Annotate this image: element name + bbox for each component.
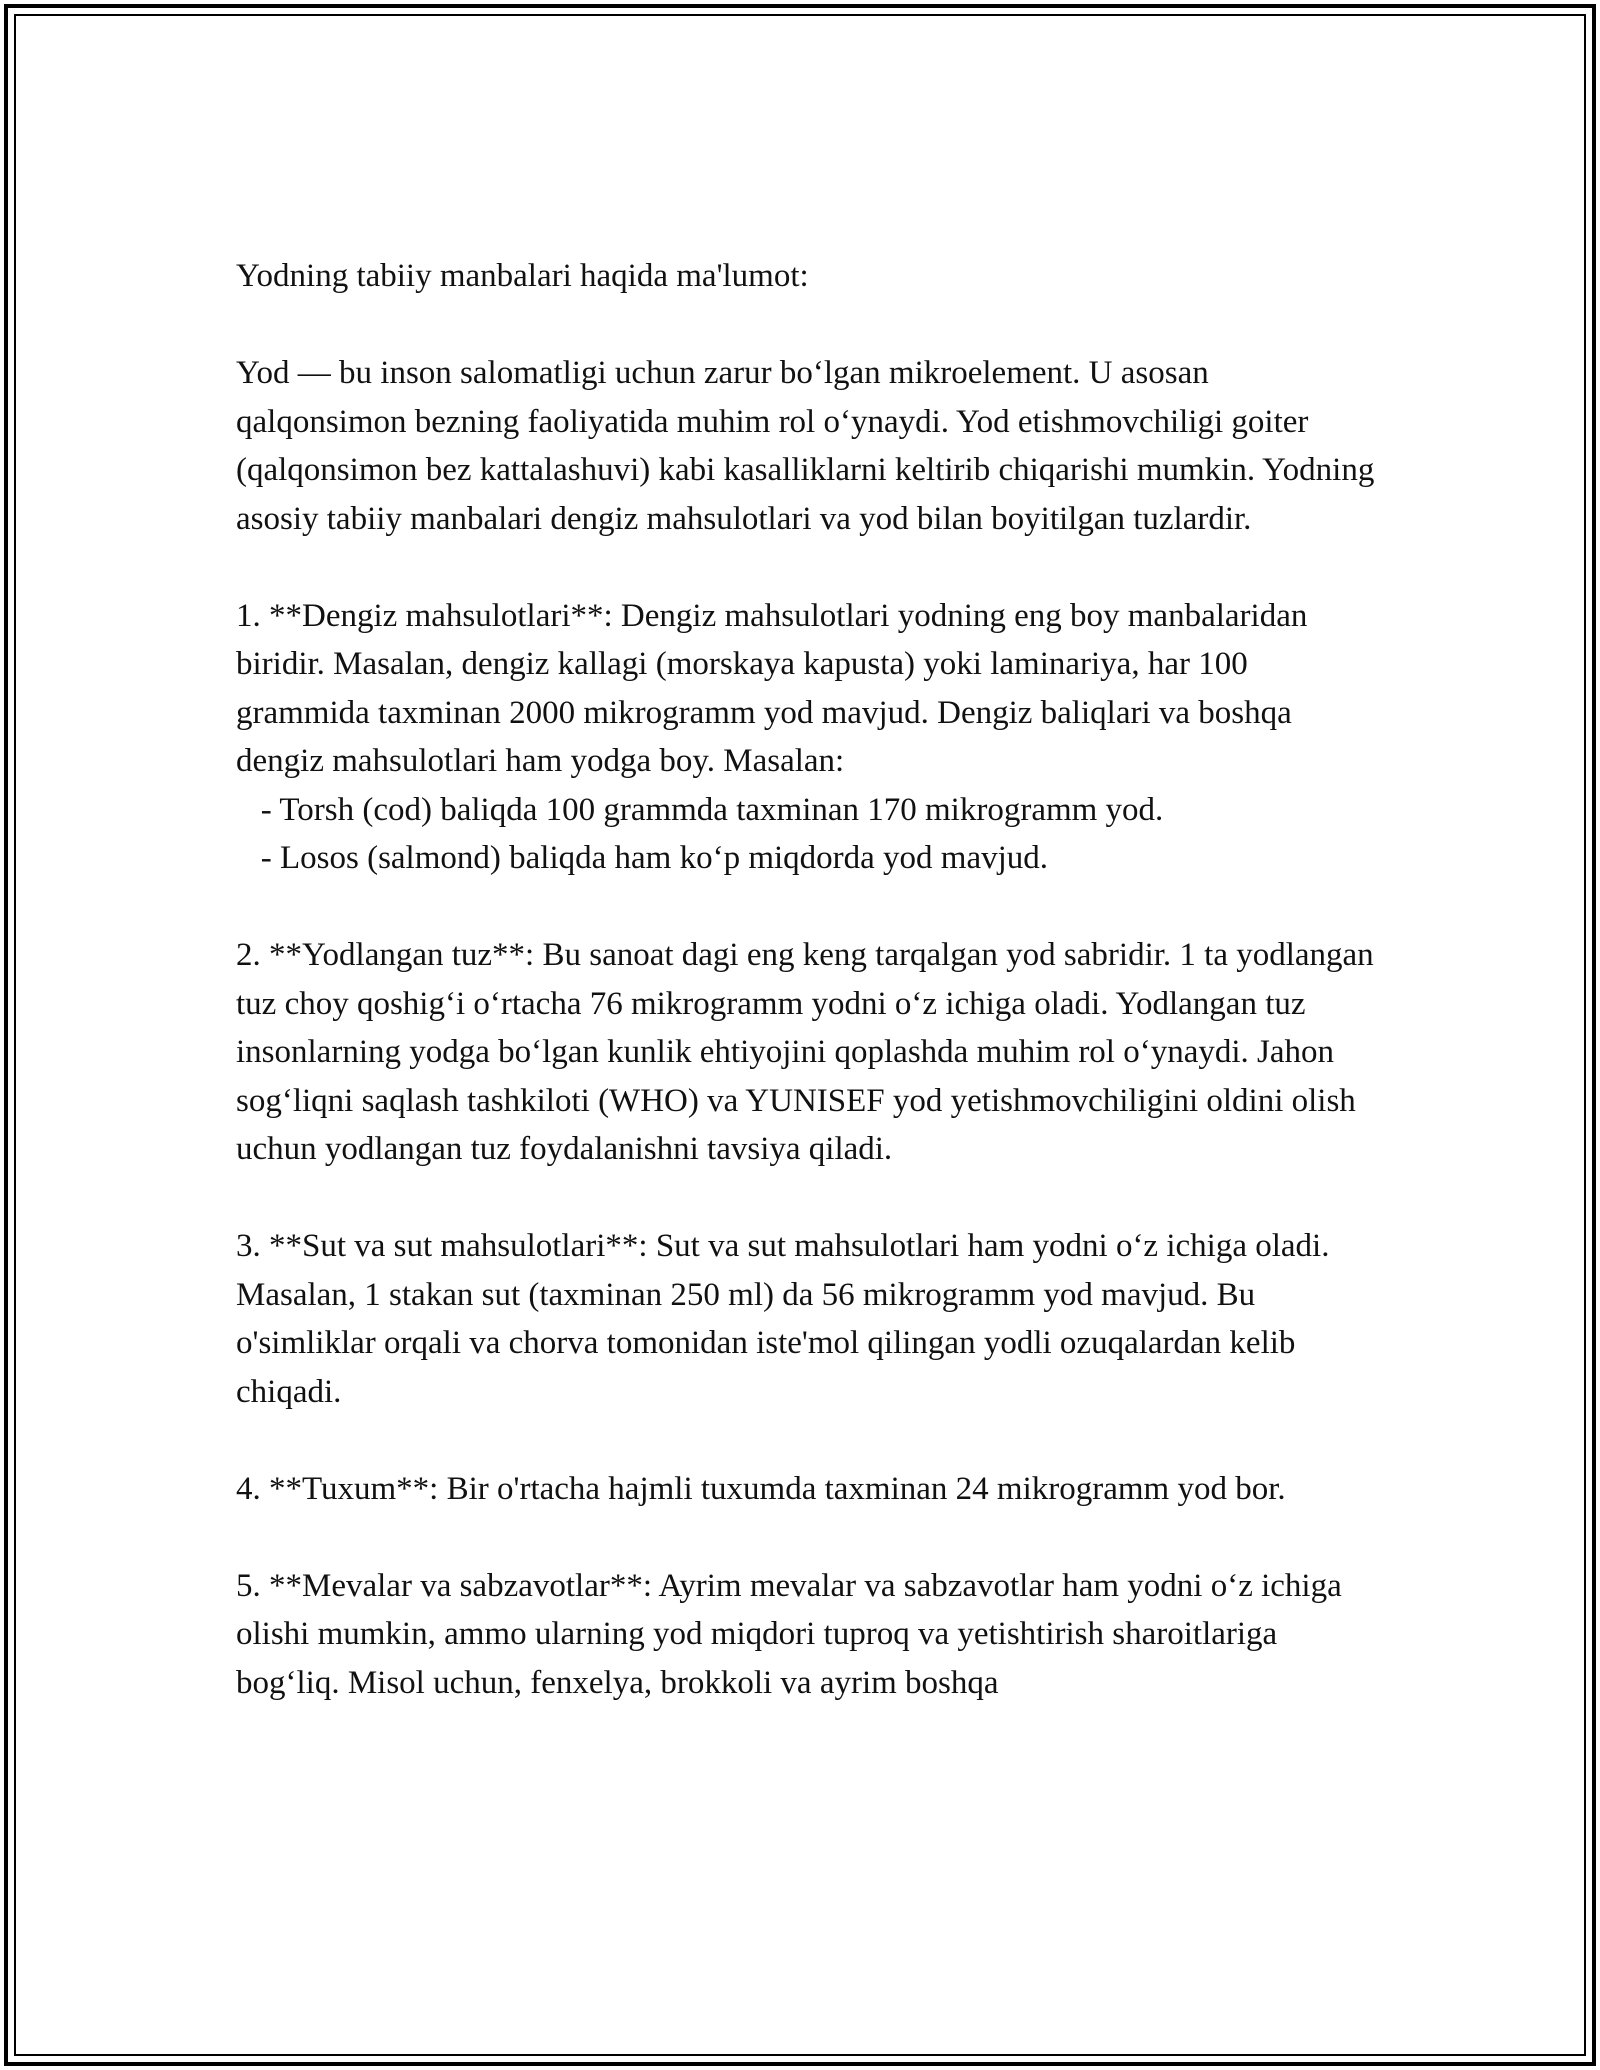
paragraph-gap <box>236 1174 1386 1223</box>
paragraph-gap <box>236 1513 1386 1562</box>
section-seafood: 1. **Dengiz mahsulotlari**: Dengiz mahsulotlari yodning eng boy manbalaridan biridir. Masalan, dengiz kallagi (morskaya kapusta) yoki laminariya, har 100 grammida taxminan 2000 mikrogramm yod mavjud. Dengiz baliqlari va boshqa dengiz mahsulotlari ham yodga boy. Masalan: <box>236 597 1316 779</box>
section-dairy: 3. **Sut va sut mahsulotlari**: Sut va sut mahsulotlari ham yodni o‘z ichiga oladi. Masalan, 1 stakan sut (taxminan 250 ml) da 56 mikrogramm yod mavjud. Bu o'simliklar orqali va chorva tomonidan iste'mol qilingan yodli ozuqalardan kelib chiqadi. <box>236 1228 1338 1410</box>
paragraph-gap <box>236 883 1386 932</box>
section-eggs: 4. **Tuxum**: Bir o'rtacha hajmli tuxumda taxminan 24 mikrogramm yod bor. <box>236 1470 1286 1507</box>
bullet-item-cod: - Torsh (cod) baliqda 100 grammda taxminan 170 mikrogramm yod. <box>236 791 1164 828</box>
intro-paragraph: Yod — bu inson salomatligi uchun zarur bo‘lgan mikroelement. U asosan qalqonsimon bezning faoliyatida muhim rol o‘ynaydi. Yod etishmovchiligi goiter (qalqonsimon bez kattalashuvi) kabi kasalliklarni keltirib chiqarishi mumkin. Yodning asosiy tabiiy manbalari dengiz mahsulotlari va yod bilan boyitilgan tuzlardir. <box>236 355 1383 537</box>
paragraph-gap <box>236 543 1386 592</box>
section-fruits-vegetables: 5. **Mevalar va sabzavotlar**: Ayrim mevalar va sabzavotlar ham yodni o‘z ichiga olishi mumkin, ammo ularning yod miqdori tuproq va yetishtirish sharoitlariga bog‘liq. Misol uchun, fenxelya, brokkoli va ayrim boshqa <box>236 1567 1350 1701</box>
document-title: Yodning tabiiy manbalari haqida ma'lumot: <box>236 258 809 294</box>
section-iodized-salt: 2. **Yodlangan tuz**: Bu sanoat dagi eng keng tarqalgan yod sabridir. 1 ta yodlangan tuz choy qoshig‘i o‘rtacha 76 mikrogramm yodni o‘z ichiga oladi. Yodlangan tuz insonlarning yodga bo‘lgan kunlik ehtiyojini qoplashda muhim rol o‘ynaydi. Jahon sog‘liqni saqlash tashkiloti (WHO) va YUNISEF yod yetishmovchiligini oldini olish uchun yodlangan tuz foydalanishni tavsiya qiladi. <box>236 937 1382 1167</box>
document-body <box>236 252 1386 1707</box>
paragraph-gap <box>236 301 1386 350</box>
bullet-item-salmon: - Losos (salmond) baliqda ham ko‘p miqdorda yod mavjud. <box>236 840 1049 876</box>
paragraph-gap <box>236 1416 1386 1465</box>
